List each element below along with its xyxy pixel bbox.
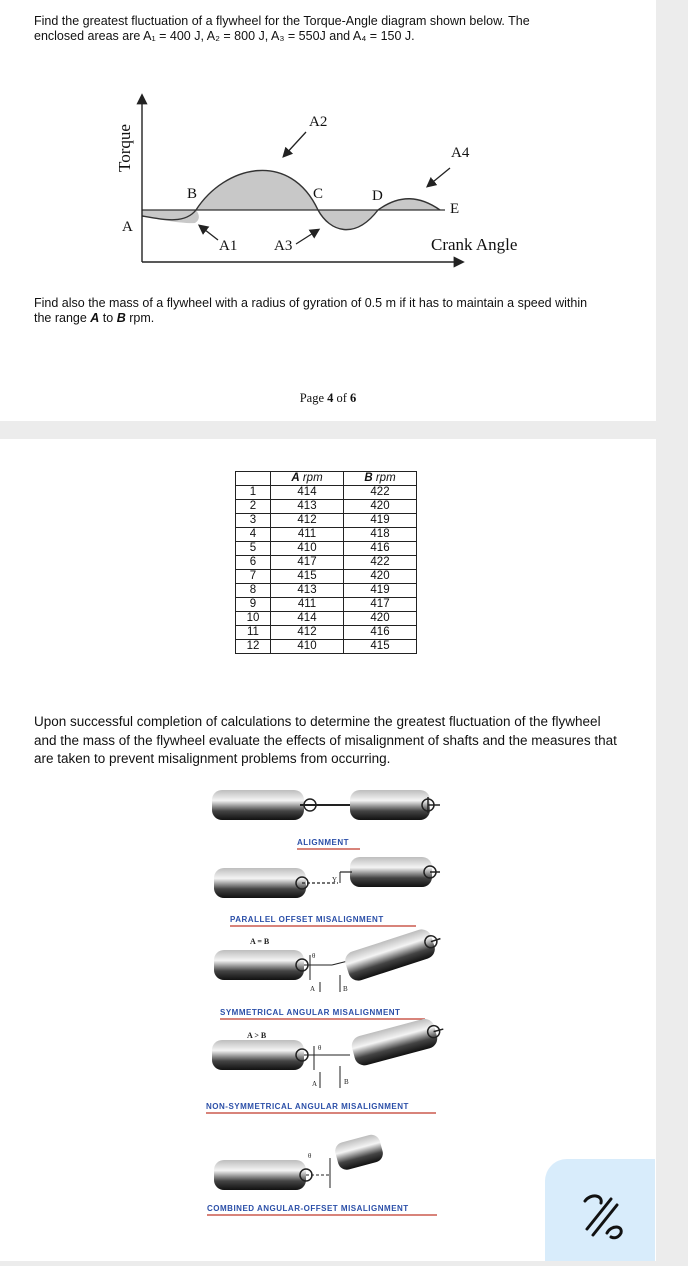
nonsym-label-a: A bbox=[312, 1080, 318, 1088]
sym-label-a: A bbox=[310, 985, 316, 993]
row-index-cell: 2 bbox=[236, 500, 271, 514]
b-rpm-cell: 417 bbox=[344, 598, 417, 612]
point-d-label: D bbox=[372, 188, 383, 204]
caption-combined: COMBINED ANGULAR-OFFSET MISALIGNMENT bbox=[207, 1204, 409, 1213]
a-rpm-cell: 413 bbox=[271, 584, 344, 598]
point-b-label: B bbox=[187, 186, 198, 202]
row-index-cell: 6 bbox=[236, 556, 271, 570]
b-rpm-cell: 418 bbox=[344, 528, 417, 542]
page-mid: of bbox=[333, 391, 351, 405]
pencil-slash-icon bbox=[545, 1159, 655, 1261]
row-index-cell: 10 bbox=[236, 612, 271, 626]
b-rpm-cell: 416 bbox=[344, 542, 417, 556]
a-rpm-cell: 410 bbox=[271, 640, 344, 654]
b-rpm-cell: 420 bbox=[344, 612, 417, 626]
row-index-cell: 12 bbox=[236, 640, 271, 654]
a-rpm-cell: 414 bbox=[271, 612, 344, 626]
b-rpm-cell: 415 bbox=[344, 640, 417, 654]
x-axis-label: Crank Angle bbox=[431, 235, 518, 254]
header-b: B rpm bbox=[344, 472, 417, 486]
theta-label-1: θ bbox=[312, 952, 316, 960]
evaluate-paragraph: Upon successful completion of calculations to determine the greatest fluctuation of the flywheel and the mass of the flywheel evaluate the effects of misalignment of shafts and the measures that are taken to prevent misalignment problems from occurring. bbox=[34, 714, 617, 766]
area-a3-label: A3 bbox=[274, 238, 293, 254]
mass-question-text: Find also the mass of a flywheel with a radius of gyration of 0.5 m if it has to maintain a speed within the range bbox=[34, 296, 588, 325]
problem-line-2: enclosed areas are A₁ = 400 J, A₂ = 800 J, A₃ = 550J and A₄ = 150 J. bbox=[34, 29, 415, 43]
var-a: A bbox=[90, 311, 100, 325]
gt-label: A > B bbox=[247, 1031, 267, 1040]
area-a2-label: A2 bbox=[309, 114, 328, 130]
b-rpm-cell: 420 bbox=[344, 570, 417, 584]
area-a1-label: A1 bbox=[219, 238, 238, 254]
annotate-button[interactable] bbox=[545, 1159, 655, 1261]
a-rpm-cell: 412 bbox=[271, 626, 344, 640]
caption-alignment: ALIGNMENT bbox=[297, 838, 350, 847]
row-index-cell: 5 bbox=[236, 542, 271, 556]
mass-question-end: rpm. bbox=[125, 311, 155, 325]
page-total: 6 bbox=[350, 391, 357, 405]
a-rpm-cell: 415 bbox=[271, 570, 344, 584]
a-rpm-cell: 410 bbox=[271, 542, 344, 556]
row-index-cell: 3 bbox=[236, 514, 271, 528]
problem-line-1: Find the greatest fluctuation of a flywheel for the Torque-Angle diagram shown below. The bbox=[34, 14, 530, 28]
parallel-offset-illustration bbox=[214, 857, 440, 898]
y-axis-label: Torque bbox=[115, 124, 134, 172]
combined-misalignment-illustration bbox=[214, 1133, 385, 1190]
non-symmetrical-angular-illustration bbox=[212, 1015, 447, 1088]
page-prefix: Page bbox=[299, 391, 328, 405]
sym-label-b: B bbox=[343, 985, 348, 993]
row-index-cell: 7 bbox=[236, 570, 271, 584]
a-rpm-cell: 413 bbox=[271, 500, 344, 514]
row-index-cell: 4 bbox=[236, 528, 271, 542]
a-rpm-cell: 412 bbox=[271, 514, 344, 528]
page-current: 4 bbox=[327, 391, 334, 405]
b-rpm-cell: 419 bbox=[344, 514, 417, 528]
var-b: B bbox=[116, 311, 126, 325]
caption-non-symmetrical-angular: NON-SYMMETRICAL ANGULAR MISALIGNMENT bbox=[206, 1102, 409, 1111]
theta-label-3: θ bbox=[308, 1152, 312, 1160]
symmetrical-angular-illustration bbox=[214, 924, 445, 993]
row-index-cell: 8 bbox=[236, 584, 271, 598]
eq-label: A = B bbox=[250, 937, 270, 946]
b-rpm-cell: 419 bbox=[344, 584, 417, 598]
row-index-cell: 11 bbox=[236, 626, 271, 640]
b-rpm-cell: 416 bbox=[344, 626, 417, 640]
a-rpm-cell: 417 bbox=[271, 556, 344, 570]
b-rpm-cell: 422 bbox=[344, 486, 417, 500]
row-index-cell: 1 bbox=[236, 486, 271, 500]
caption-symmetrical-angular: SYMMETRICAL ANGULAR MISALIGNMENT bbox=[220, 1008, 401, 1017]
header-a: A rpm bbox=[271, 472, 344, 486]
b-rpm-cell: 422 bbox=[344, 556, 417, 570]
nonsym-label-b: B bbox=[344, 1078, 349, 1086]
a-rpm-cell: 411 bbox=[271, 598, 344, 612]
caption-parallel-offset: PARALLEL OFFSET MISALIGNMENT bbox=[230, 915, 384, 924]
offset-y-label: Y bbox=[332, 876, 338, 884]
point-e-label: E bbox=[450, 201, 460, 217]
point-c-label: C bbox=[313, 186, 324, 202]
mass-question-mid: to bbox=[99, 311, 117, 325]
point-a-label: A bbox=[122, 219, 133, 235]
row-index-cell: 9 bbox=[236, 598, 271, 612]
theta-label-2: θ bbox=[318, 1044, 322, 1052]
alignment-illustration bbox=[212, 790, 440, 820]
area-a4-label: A4 bbox=[451, 145, 470, 161]
b-rpm-cell: 420 bbox=[344, 500, 417, 514]
a-rpm-cell: 411 bbox=[271, 528, 344, 542]
a-rpm-cell: 414 bbox=[271, 486, 344, 500]
